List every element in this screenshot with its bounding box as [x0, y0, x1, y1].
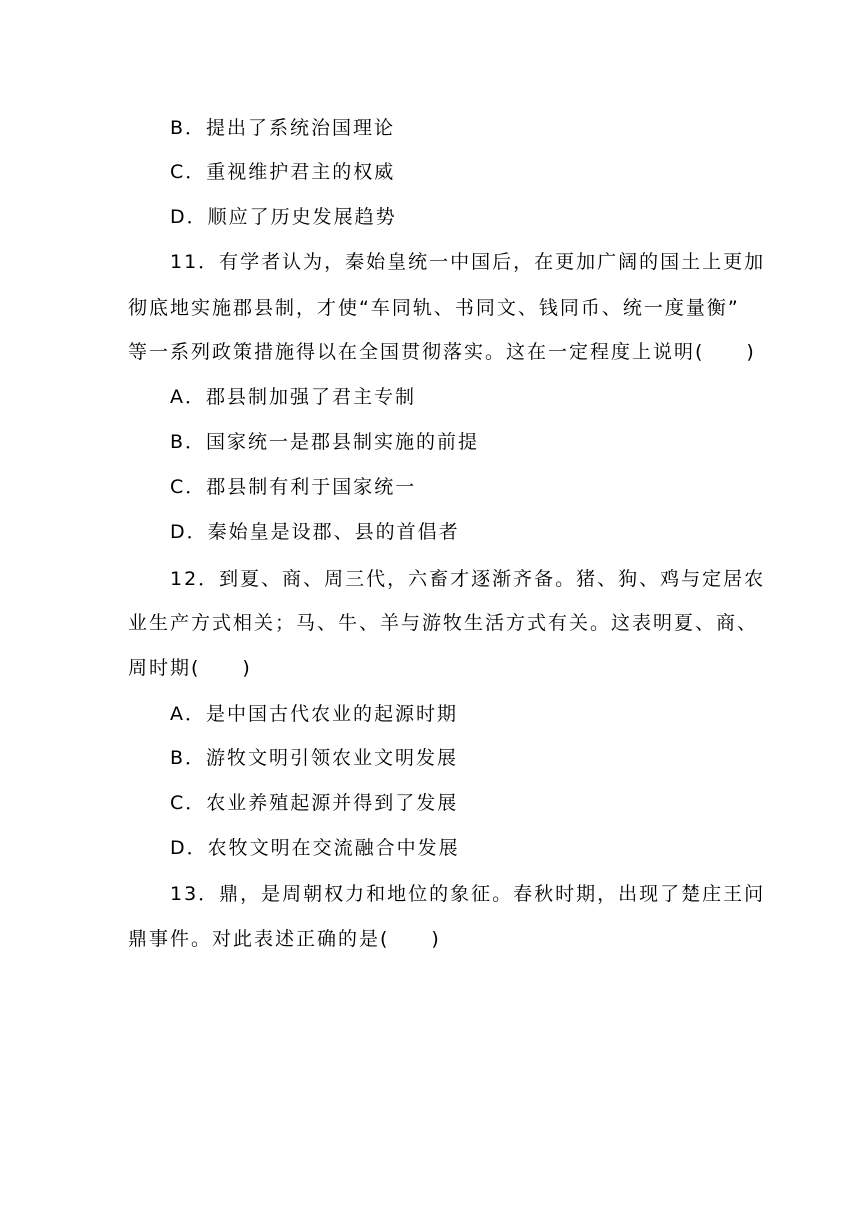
q11-stem-line-1: 11．有学者认为，秦始皇统一中国后，在更加广阔的国土上更加 — [170, 251, 766, 273]
q12-stem-line-2: 业生产方式相关；马、牛、羊与游牧生活方式有关。这表明夏、商、 — [128, 612, 759, 634]
q10-option-c: C．重视维护君主的权威 — [170, 161, 396, 183]
q12-option-d: D．农牧文明在交流融合中发展 — [170, 837, 460, 859]
q12-option-a: A．是中国古代农业的起源时期 — [170, 703, 458, 725]
q12-stem-line-1: 12．到夏、商、周三代，六畜才逐渐齐备。猪、狗、鸡与定居农 — [170, 568, 766, 590]
q12-option-b: B．游牧文明引领农业文明发展 — [170, 747, 459, 769]
q10-option-d: D．顺应了历史发展趋势 — [170, 206, 397, 228]
q11-option-d: D．秦始皇是设郡、县的首倡者 — [170, 521, 460, 543]
q12-option-c: C．农业养殖起源并得到了发展 — [170, 792, 459, 814]
q11-stem-line-2: 彻底地实施郡县制，才使“车同轨、书同文、钱同币、统一度量衡” — [128, 297, 740, 319]
q11-option-c: C．郡县制有利于国家统一 — [170, 476, 417, 498]
q11-option-b: B．国家统一是郡县制实施的前提 — [170, 431, 480, 453]
q13-stem-line-1: 13．鼎，是周朝权力和地位的象征。春秋时期，出现了楚庄王问 — [170, 883, 766, 905]
q13-stem-line-2: 鼎事件。对此表述正确的是( ) — [128, 928, 441, 950]
q11-stem-line-3: 等一系列政策措施得以在全国贯彻落实。这在一定程度上说明( ) — [128, 341, 756, 363]
q11-option-a: A．郡县制加强了君主专制 — [170, 386, 416, 408]
q10-option-b: B．提出了系统治国理论 — [170, 117, 396, 139]
q12-stem-line-3: 周时期( ) — [128, 657, 252, 679]
